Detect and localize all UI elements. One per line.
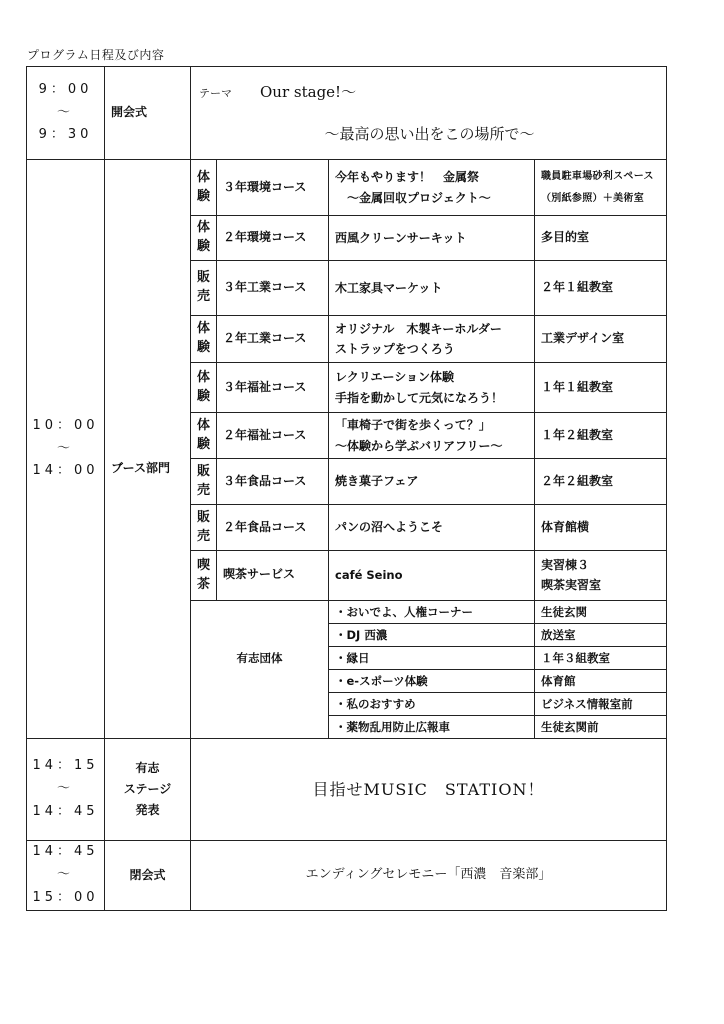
theme-prefix: テーマ — [199, 87, 232, 100]
booth-title: 「車椅子で街を歩くって？」 ～体験から学ぶバリアフリー～ — [329, 413, 535, 459]
booth-place: 体育館横 — [535, 505, 667, 551]
booth-kind: 体 験 — [191, 160, 217, 216]
booth-title: 焼き菓子フェア — [329, 459, 535, 505]
booth-place: ２年１組教室 — [535, 261, 667, 316]
opening-time: 9：00 ～ 9：30 — [27, 67, 105, 160]
booth-kind: 販 売 — [191, 261, 217, 316]
booth-place: ２年２組教室 — [535, 459, 667, 505]
stage-row — [27, 739, 667, 841]
booth-title: 木工家具マーケット — [329, 261, 535, 316]
volunteer-place: ビジネス情報室前 — [535, 693, 667, 716]
booth-course: 喫茶サービス — [217, 551, 329, 601]
booth-course: ３年福祉コース — [217, 363, 329, 413]
booth-course: ２年食品コース — [217, 505, 329, 551]
booth-title: オリジナル 木製キーホルダー ストラップをつくろう — [329, 316, 535, 363]
opening-event: 開会式 — [105, 67, 191, 160]
booth-title: 西風クリーンサーキット — [329, 216, 535, 261]
volunteer-place: 生徒玄関 — [535, 601, 667, 624]
booth-kind: 販 売 — [191, 505, 217, 551]
booth-course: ３年環境コース — [217, 160, 329, 216]
booth-section: ブース部門 — [105, 160, 191, 739]
opening-theme — [191, 67, 667, 160]
volunteer-item: ・薬物乱用防止広報車 — [329, 716, 535, 739]
stage-content: 目指せMUSIC STATION！ — [191, 739, 667, 841]
booth-place: 実習棟３ 喫茶実習室 — [535, 551, 667, 601]
document-title: プログラム日程及び内容 — [27, 48, 165, 62]
booth-course: ２年工業コース — [217, 316, 329, 363]
opening-row — [27, 67, 667, 160]
booth-title: レクリエーション体験 手指を動かして元気になろう！ — [329, 363, 535, 413]
closing-row — [27, 841, 667, 911]
booth-place: 多目的室 — [535, 216, 667, 261]
volunteer-item: ・DJ 西濃 — [329, 624, 535, 647]
closing-time: 14：45 ～ 15：00 — [27, 841, 105, 911]
booth-title: 今年もやります！ 金属祭 ～金属回収プロジェクト～ — [329, 160, 535, 216]
stage-time: 14：15 ～ 14：45 — [27, 739, 105, 841]
booth-place: １年２組教室 — [535, 413, 667, 459]
volunteer-place: １年３組教室 — [535, 647, 667, 670]
stage-event: 有志 ステージ 発表 — [105, 739, 191, 841]
booth-kind: 販 売 — [191, 459, 217, 505]
closing-content: エンディングセレモニー「西濃 音楽部」 — [191, 841, 667, 911]
booth-kind: 体 験 — [191, 316, 217, 363]
booth-kind: 体 験 — [191, 216, 217, 261]
booth-title: パンの沼へようこそ — [329, 505, 535, 551]
booth-kind: 喫 茶 — [191, 551, 217, 601]
volunteer-place: 放送室 — [535, 624, 667, 647]
booth-kind: 体 験 — [191, 413, 217, 459]
booth-time: 10：00 ～ 14：00 — [27, 160, 105, 739]
volunteer-label: 有志団体 — [191, 601, 329, 739]
volunteer-item: ・縁日 — [329, 647, 535, 670]
program-table — [26, 66, 667, 911]
volunteer-place: 体育館 — [535, 670, 667, 693]
booth-course: ３年食品コース — [217, 459, 329, 505]
booth-place: １年１組教室 — [535, 363, 667, 413]
booth-place: 職員駐車場砂利スペース （別紙参照）＋美術室 — [535, 160, 667, 216]
closing-event: 閉会式 — [105, 841, 191, 911]
booth-place: 工業デザイン室 — [535, 316, 667, 363]
booth-course: ３年工業コース — [217, 261, 329, 316]
volunteer-item: ・おいでよ、人権コーナー — [329, 601, 535, 624]
booth-row — [27, 160, 667, 216]
theme-sub: ～最高の思い出をこの場所で～ — [324, 125, 535, 143]
theme-main: Our stage!～ — [260, 83, 357, 101]
booth-course: ２年環境コース — [217, 216, 329, 261]
volunteer-place: 生徒玄関前 — [535, 716, 667, 739]
booth-course: ２年福祉コース — [217, 413, 329, 459]
booth-kind: 体 験 — [191, 363, 217, 413]
volunteer-item: ・e-スポーツ体験 — [329, 670, 535, 693]
booth-title: café Seino — [329, 551, 535, 601]
volunteer-item: ・私のおすすめ — [329, 693, 535, 716]
